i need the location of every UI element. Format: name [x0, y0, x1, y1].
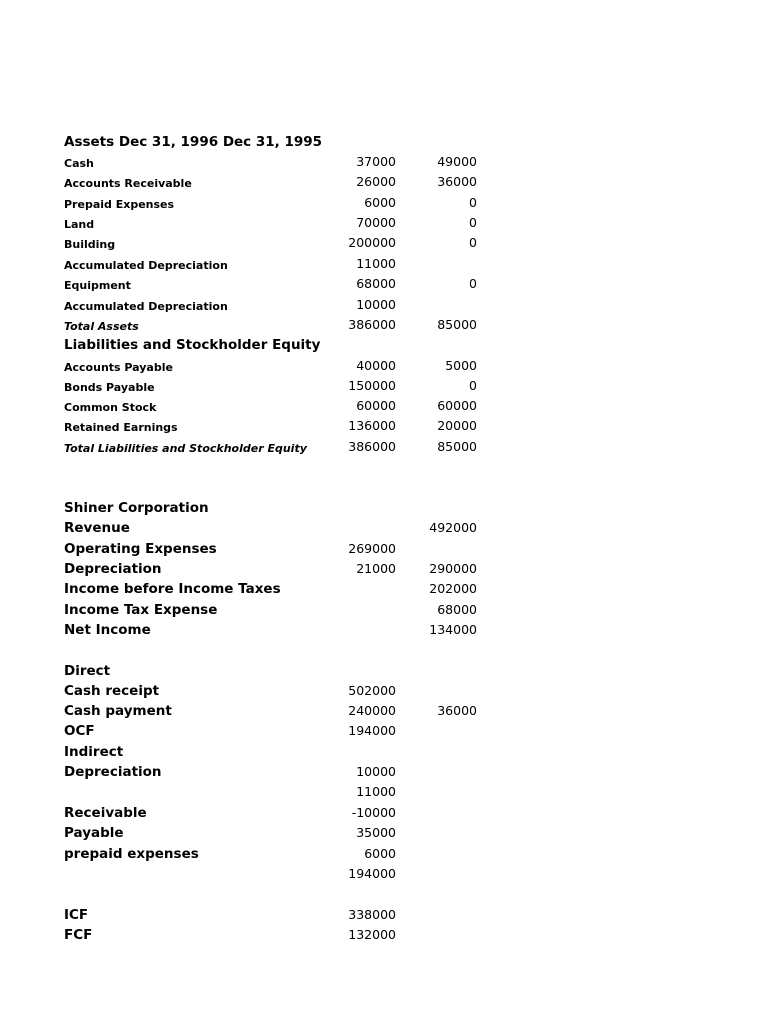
value-1995: 0	[469, 195, 477, 210]
value-1995: 20000	[437, 418, 477, 433]
value-col-1: 132000	[348, 927, 396, 942]
value-1995: 0	[469, 215, 477, 230]
value-col-1: 194000	[348, 866, 396, 881]
value-col-1: 21000	[356, 561, 396, 576]
value-1996: 40000	[356, 358, 396, 373]
value-col-2: 492000	[429, 520, 477, 535]
table-row	[0, 356, 768, 376]
table-row	[0, 823, 768, 843]
table-row	[0, 193, 768, 213]
table-row	[0, 661, 768, 681]
value-1995: 0	[469, 378, 477, 393]
table-row	[0, 884, 768, 904]
income-statement-title-row	[0, 498, 768, 518]
table-row	[0, 559, 768, 579]
row-label: Total Liabilities and Stockholder Equity	[64, 442, 307, 455]
value-1995: 36000	[437, 174, 477, 189]
table-row	[0, 600, 768, 620]
row-label: Common Stock	[64, 401, 157, 414]
row-label: Income Tax Expense	[64, 602, 218, 618]
table-row	[0, 701, 768, 721]
row-label: Accumulated Depreciation	[64, 259, 228, 272]
table-row	[0, 864, 768, 884]
balance-sheet-header-row	[0, 132, 768, 152]
value-1995: 5000	[445, 358, 477, 373]
table-row	[0, 742, 768, 762]
row-label: Land	[64, 218, 95, 231]
table-row	[0, 844, 768, 864]
row-label: Net Income	[64, 622, 151, 638]
value-1996: 200000	[348, 235, 396, 250]
balance-sheet-header: Assets Dec 31, 1996 Dec 31, 1995	[64, 134, 323, 150]
value-col-1: 502000	[348, 683, 396, 698]
value-col-2: 290000	[429, 561, 477, 576]
value-1995: 60000	[437, 398, 477, 413]
table-row	[0, 233, 768, 253]
row-label: Depreciation	[64, 764, 162, 780]
table-row	[0, 518, 768, 538]
row-label: Income before Income Taxes	[64, 581, 281, 597]
row-label: Accumulated Depreciation	[64, 300, 228, 313]
total-assets-row	[0, 315, 768, 335]
row-label: Payable	[64, 825, 124, 841]
table-row	[0, 539, 768, 559]
value-col-1: 6000	[364, 846, 396, 861]
liabilities-header-row	[0, 335, 768, 355]
row-label: Bonds Payable	[64, 381, 155, 394]
value-1996: 68000	[356, 276, 396, 291]
table-row	[0, 213, 768, 233]
row-label: Accounts Payable	[64, 361, 173, 374]
value-col-2: 134000	[429, 622, 477, 637]
value-1996: 11000	[356, 256, 396, 271]
total-liabilities-row	[0, 437, 768, 457]
table-row	[0, 254, 768, 274]
value-col-2: 202000	[429, 581, 477, 596]
table-row	[0, 905, 768, 925]
value-1996: 386000	[348, 439, 396, 454]
value-col-1: 338000	[348, 907, 396, 922]
value-col-1: 269000	[348, 541, 396, 556]
row-label: Operating Expenses	[64, 541, 217, 557]
row-label: Direct	[64, 663, 111, 679]
value-1996: 70000	[356, 215, 396, 230]
table-row	[0, 681, 768, 701]
value-1996: 60000	[356, 398, 396, 413]
value-1995: 0	[469, 235, 477, 250]
value-col-2: 68000	[437, 602, 477, 617]
value-col-1: 35000	[356, 825, 396, 840]
value-1995: 49000	[437, 154, 477, 169]
table-row	[0, 274, 768, 294]
table-row	[0, 376, 768, 396]
value-1996: 6000	[364, 195, 396, 210]
table-row	[0, 579, 768, 599]
table-row	[0, 416, 768, 436]
row-label: prepaid expenses	[64, 846, 199, 862]
value-1995: 85000	[437, 439, 477, 454]
table-row	[0, 762, 768, 782]
table-row	[0, 295, 768, 315]
row-label: ICF	[64, 907, 89, 923]
row-label: Revenue	[64, 520, 130, 536]
row-label: Cash	[64, 157, 94, 170]
row-label: OCF	[64, 723, 95, 739]
row-label: Prepaid Expenses	[64, 198, 175, 211]
row-label: FCF	[64, 927, 93, 943]
value-col-1: 194000	[348, 723, 396, 738]
row-label: Cash receipt	[64, 683, 160, 699]
table-row	[0, 721, 768, 741]
value-1996: 10000	[356, 297, 396, 312]
value-col-1: 11000	[356, 784, 396, 799]
value-col-1: -10000	[351, 805, 396, 820]
table-row	[0, 152, 768, 172]
table-row	[0, 396, 768, 416]
table-row	[0, 925, 768, 945]
value-1995: 0	[469, 276, 477, 291]
row-label: Indirect	[64, 744, 124, 760]
row-label: Accounts Receivable	[64, 177, 192, 190]
value-col-1: 10000	[356, 764, 396, 779]
value-1995: 85000	[437, 317, 477, 332]
table-row	[0, 172, 768, 192]
liabilities-header: Liabilities and Stockholder Equity	[64, 337, 321, 353]
value-col-2: 36000	[437, 703, 477, 718]
row-label: Depreciation	[64, 561, 162, 577]
value-1996: 37000	[356, 154, 396, 169]
row-label: Cash payment	[64, 703, 172, 719]
value-col-1: 240000	[348, 703, 396, 718]
value-1996: 150000	[348, 378, 396, 393]
row-label: Equipment	[64, 279, 131, 292]
row-label: Building	[64, 238, 116, 251]
table-row	[0, 782, 768, 802]
value-1996: 26000	[356, 174, 396, 189]
row-label: Total Assets	[64, 320, 139, 333]
income-statement-title: Shiner Corporation	[64, 500, 209, 516]
table-row	[0, 620, 768, 640]
value-1996: 386000	[348, 317, 396, 332]
row-label: Receivable	[64, 805, 147, 821]
value-1996: 136000	[348, 418, 396, 433]
row-label: Retained Earnings	[64, 421, 178, 434]
table-row	[0, 803, 768, 823]
